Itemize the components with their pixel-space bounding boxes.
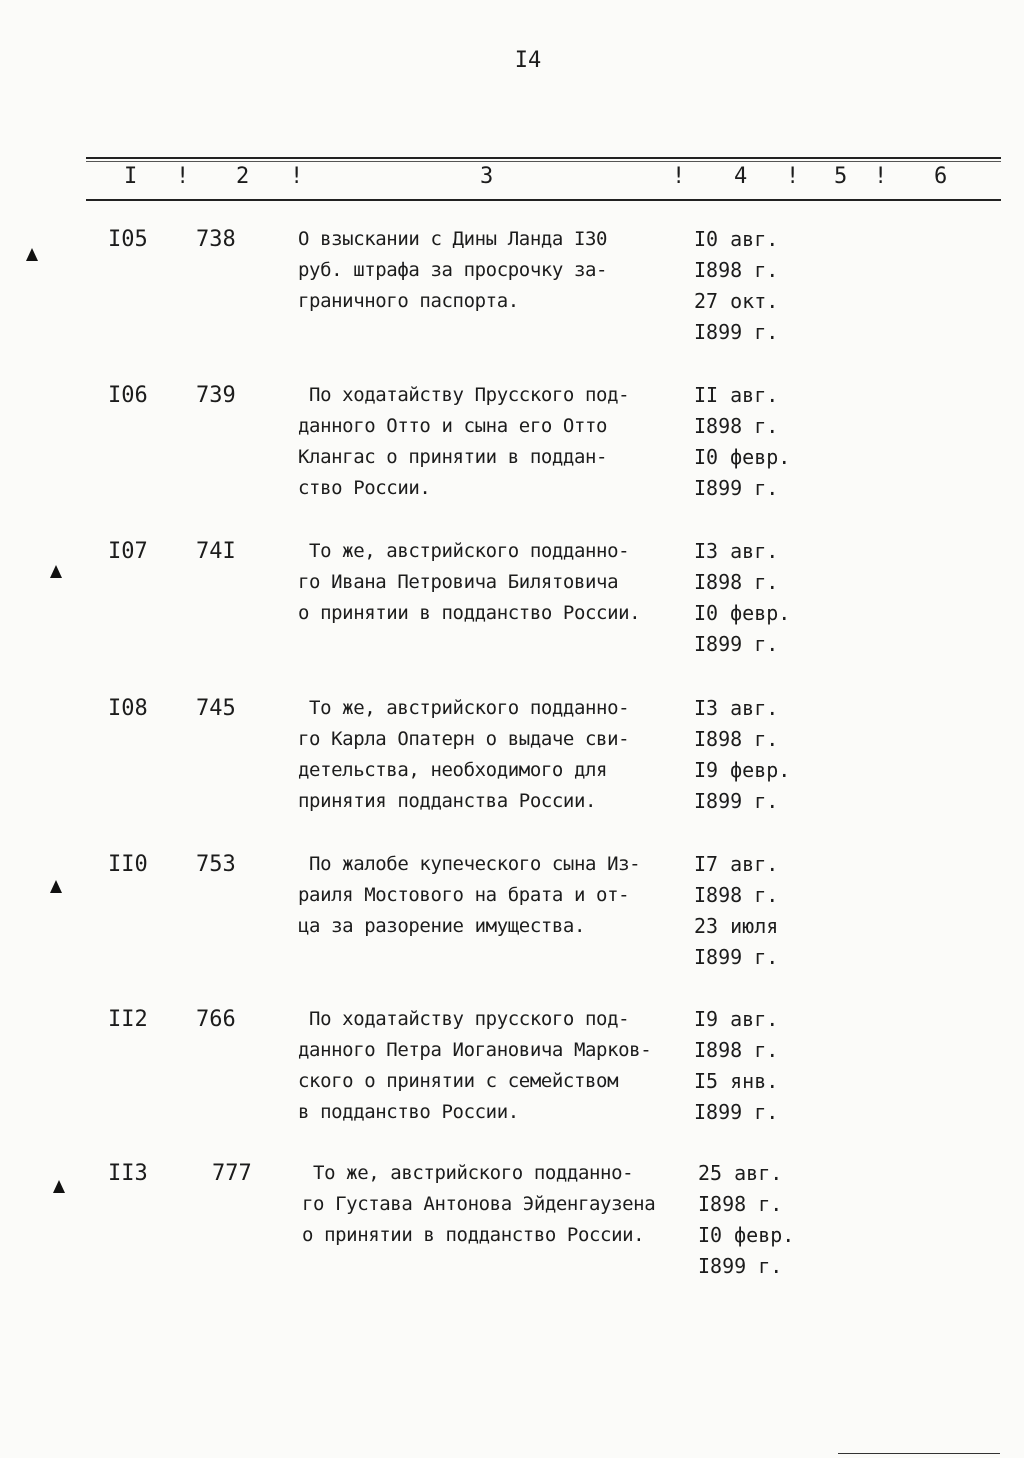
description-line: ца за разорение имущества. xyxy=(298,915,586,937)
entry-description xyxy=(298,380,698,504)
description-line: руб. штрафа за просрочку за- xyxy=(298,259,608,281)
case-number: 738 xyxy=(196,227,236,252)
header-col-6: 6 xyxy=(934,164,948,189)
date-line: I0 февр. xyxy=(694,601,791,625)
footer-rule xyxy=(838,1453,1000,1454)
entry-dates xyxy=(694,1004,824,1128)
entry-number: II3 xyxy=(108,1161,148,1186)
description-line: го Ивана Петровича Билятовича xyxy=(298,571,619,593)
description-line: То же, австрийского подданно- xyxy=(298,697,630,719)
header-separator-1: ! xyxy=(176,164,190,189)
header-rule-top-thin xyxy=(86,161,1001,162)
entry-description xyxy=(298,693,698,817)
margin-mark-icon xyxy=(53,1180,65,1193)
header-rule-bottom xyxy=(86,199,1001,201)
date-line: I898 г. xyxy=(694,1038,779,1062)
date-line: I7 авг. xyxy=(694,852,779,876)
case-number: 777 xyxy=(212,1161,252,1186)
header-separator-5: ! xyxy=(874,164,888,189)
entry-number: I05 xyxy=(108,227,148,252)
date-line: I898 г. xyxy=(694,883,779,907)
description-line: данного Петра Иогановича Марков- xyxy=(298,1039,652,1061)
header-col-4: 4 xyxy=(734,164,748,189)
entry-dates xyxy=(698,1158,828,1282)
header-col-1: I xyxy=(124,164,138,189)
description-line: Клангас о принятии в поддан- xyxy=(298,446,608,468)
header-rule-top xyxy=(86,157,1001,159)
header-col-2: 2 xyxy=(236,164,250,189)
description-line: данного Отто и сына его Отто xyxy=(298,415,608,437)
date-line: I0 авг. xyxy=(694,227,779,251)
table-row xyxy=(0,1004,1024,1134)
date-line: 27 окт. xyxy=(694,289,779,313)
description-line: То же, австрийского подданно- xyxy=(302,1162,634,1184)
date-line: I899 г. xyxy=(694,320,779,344)
table-row xyxy=(0,849,1024,979)
table-row xyxy=(0,536,1024,666)
description-line: принятия подданства России. xyxy=(298,790,597,812)
date-line: I899 г. xyxy=(694,789,779,813)
description-line: По ходатайству прусского под- xyxy=(298,1008,630,1030)
description-line: О взыскании с Дины Ланда I30 xyxy=(298,228,608,250)
date-line: I898 г. xyxy=(694,570,779,594)
entry-description xyxy=(302,1158,702,1251)
description-line: граничного паспорта. xyxy=(298,290,519,312)
table-row xyxy=(0,1158,1024,1288)
date-line: I0 февр. xyxy=(694,445,791,469)
date-line: I5 янв. xyxy=(694,1069,779,1093)
date-line: II авг. xyxy=(694,383,779,407)
entry-dates xyxy=(694,849,824,973)
entry-number: I08 xyxy=(108,696,148,721)
header-col-5: 5 xyxy=(834,164,848,189)
description-line: го Карла Опатерн о выдаче сви- xyxy=(298,728,630,750)
header-separator-4: ! xyxy=(786,164,800,189)
entry-number: II2 xyxy=(108,1007,148,1032)
date-line: I898 г. xyxy=(694,258,779,282)
table-row xyxy=(0,380,1024,510)
entry-dates xyxy=(694,693,824,817)
description-line: о принятии в подданство России. xyxy=(302,1224,645,1246)
entry-description xyxy=(298,224,698,317)
entry-number: I06 xyxy=(108,383,148,408)
date-line: I899 г. xyxy=(698,1254,783,1278)
date-line: I9 февр. xyxy=(694,758,791,782)
table-row xyxy=(0,693,1024,823)
date-line: I899 г. xyxy=(694,632,779,656)
description-line: ство России. xyxy=(298,477,431,499)
case-number: 766 xyxy=(196,1007,236,1032)
entry-description xyxy=(298,1004,698,1128)
header-separator-3: ! xyxy=(672,164,686,189)
description-line: То же, австрийского подданно- xyxy=(298,540,630,562)
case-number: 739 xyxy=(196,383,236,408)
margin-mark-icon xyxy=(50,565,62,578)
description-line: го Густава Антонова Эйденгаузена xyxy=(302,1193,656,1215)
date-line: I9 авг. xyxy=(694,1007,779,1031)
date-line: I899 г. xyxy=(694,945,779,969)
page-number: I4 xyxy=(514,48,542,73)
description-line: в подданство России. xyxy=(298,1101,519,1123)
date-line: I898 г. xyxy=(694,414,779,438)
header-col-3: 3 xyxy=(480,164,494,189)
case-number: 745 xyxy=(196,696,236,721)
description-line: ского о принятии с семейством xyxy=(298,1070,619,1092)
margin-mark-icon xyxy=(26,248,38,261)
case-number: 753 xyxy=(196,852,236,877)
date-line: I899 г. xyxy=(694,476,779,500)
date-line: I899 г. xyxy=(694,1100,779,1124)
date-line: I3 авг. xyxy=(694,539,779,563)
date-line: I898 г. xyxy=(698,1192,783,1216)
entry-dates xyxy=(694,224,824,348)
description-line: детельства, необходимого для xyxy=(298,759,608,781)
margin-mark-icon xyxy=(50,880,62,893)
entry-description xyxy=(298,849,698,942)
entry-dates xyxy=(694,536,824,660)
date-line: I0 февр. xyxy=(698,1223,795,1247)
entry-number: II0 xyxy=(108,852,148,877)
table-row xyxy=(0,224,1024,354)
description-line: По жалобе купеческого сына Из- xyxy=(298,853,641,875)
entry-dates xyxy=(694,380,824,504)
date-line: I3 авг. xyxy=(694,696,779,720)
description-line: По ходатайству Прусского под- xyxy=(298,384,630,406)
date-line: 25 авг. xyxy=(698,1161,783,1185)
date-line: 23 июля xyxy=(694,914,779,938)
date-line: I898 г. xyxy=(694,727,779,751)
description-line: о принятии в подданство России. xyxy=(298,602,641,624)
description-line: раиля Мостового на брата и от- xyxy=(298,884,630,906)
entry-number: I07 xyxy=(108,539,148,564)
entry-description xyxy=(298,536,698,629)
case-number: 74I xyxy=(196,539,236,564)
header-separator-2: ! xyxy=(290,164,304,189)
